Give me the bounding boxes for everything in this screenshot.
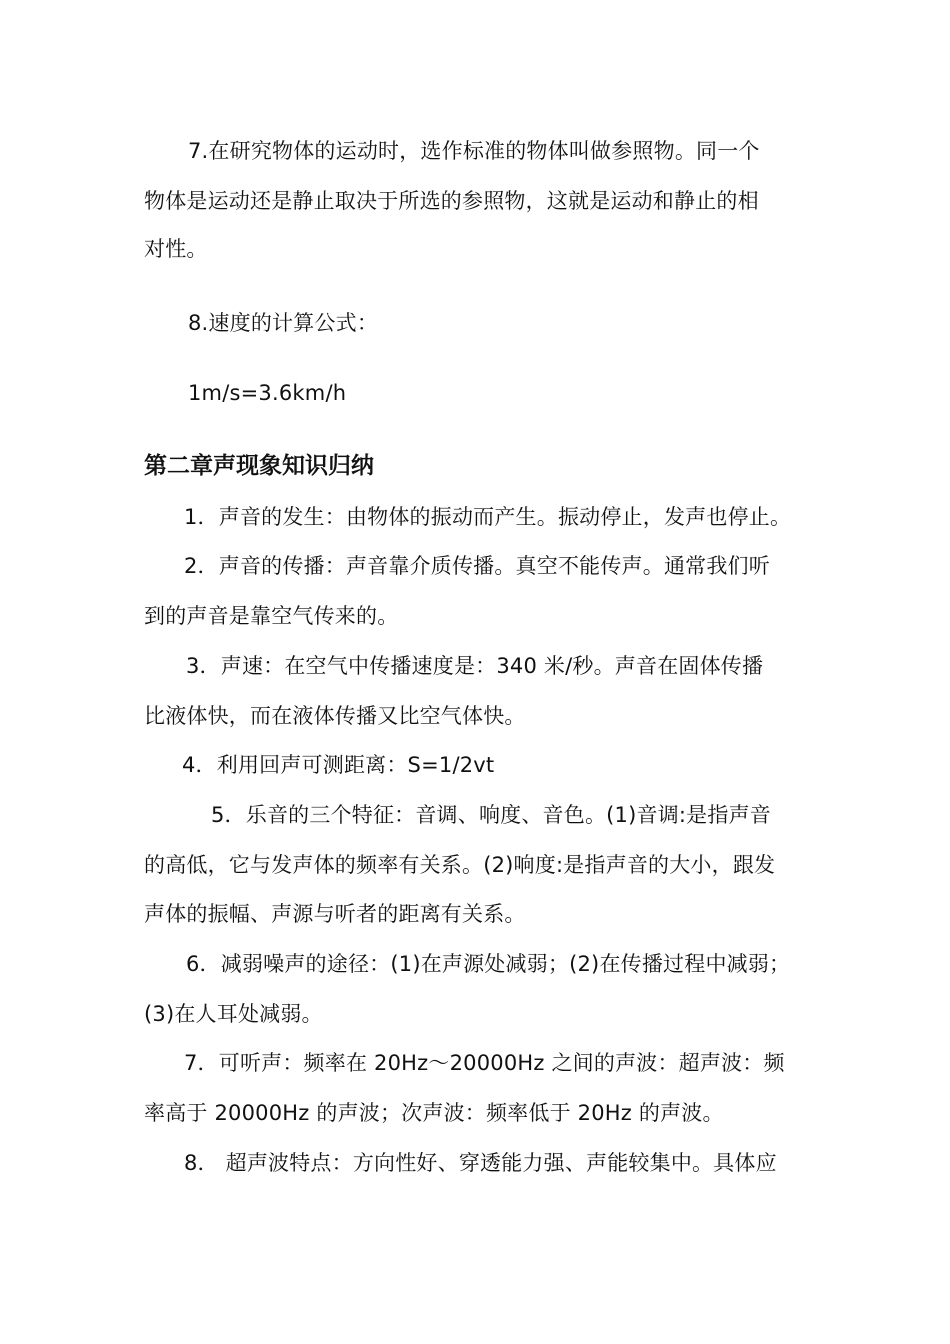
item8-text: 8.速度的计算公式：	[188, 311, 379, 335]
ch2-item6-line1: 6．减弱噪声的途径：(1)在声源处减弱；(2)在传播过程中减弱；	[186, 952, 791, 976]
ch2-item4-line1: 4．利用回声可测距离：S=1/2vt	[182, 753, 495, 777]
speed-formula: 1m/s=3.6km/h	[188, 381, 347, 405]
chapter2-title: 第二章声现象知识归纳	[144, 453, 374, 479]
ch2-item3-line2: 比液体快，而在液体传播又比空气体快。	[144, 704, 526, 728]
ch2-item7-line2: 率高于 20000Hz 的声波；次声波：频率低于 20Hz 的声波。	[144, 1101, 724, 1125]
ch2-item2-line2: 到的声音是靠空气传来的。	[144, 604, 399, 628]
ch2-item2-line1: 2．声音的传播：声音靠介质传播。真空不能传声。通常我们听	[184, 554, 770, 578]
item7-line3: 对性。	[144, 237, 208, 261]
ch2-item1-line1: 1．声音的发生：由物体的振动而产生。振动停止，发声也停止。	[184, 505, 792, 529]
ch2-item7-line1: 7．可听声：频率在 20Hz～20000Hz 之间的声波：超声波：频	[184, 1051, 785, 1075]
ch2-item8-line1: 8． 超声波特点：方向性好、穿透能力强、声能较集中。具体应	[184, 1151, 777, 1175]
item7-line2: 物体是运动还是静止取决于所选的参照物，这就是运动和静止的相	[144, 189, 759, 213]
item7-line1: 7.在研究物体的运动时，选作标准的物体叫做参照物。同一个	[188, 139, 760, 163]
ch2-item5-line3: 声体的振幅、声源与听者的距离有关系。	[144, 902, 526, 926]
ch2-item5-line2: 的高低，它与发声体的频率有关系。(2)响度:是指声音的大小，跟发	[144, 853, 776, 877]
ch2-item5-line1: 5．乐音的三个特征：音调、响度、音色。(1)音调:是指声音	[211, 803, 771, 827]
ch2-item6-line2: (3)在人耳处减弱。	[144, 1002, 323, 1026]
ch2-item3-line1: 3．声速：在空气中传播速度是：340 米/秒。声音在固体传播	[186, 654, 764, 678]
